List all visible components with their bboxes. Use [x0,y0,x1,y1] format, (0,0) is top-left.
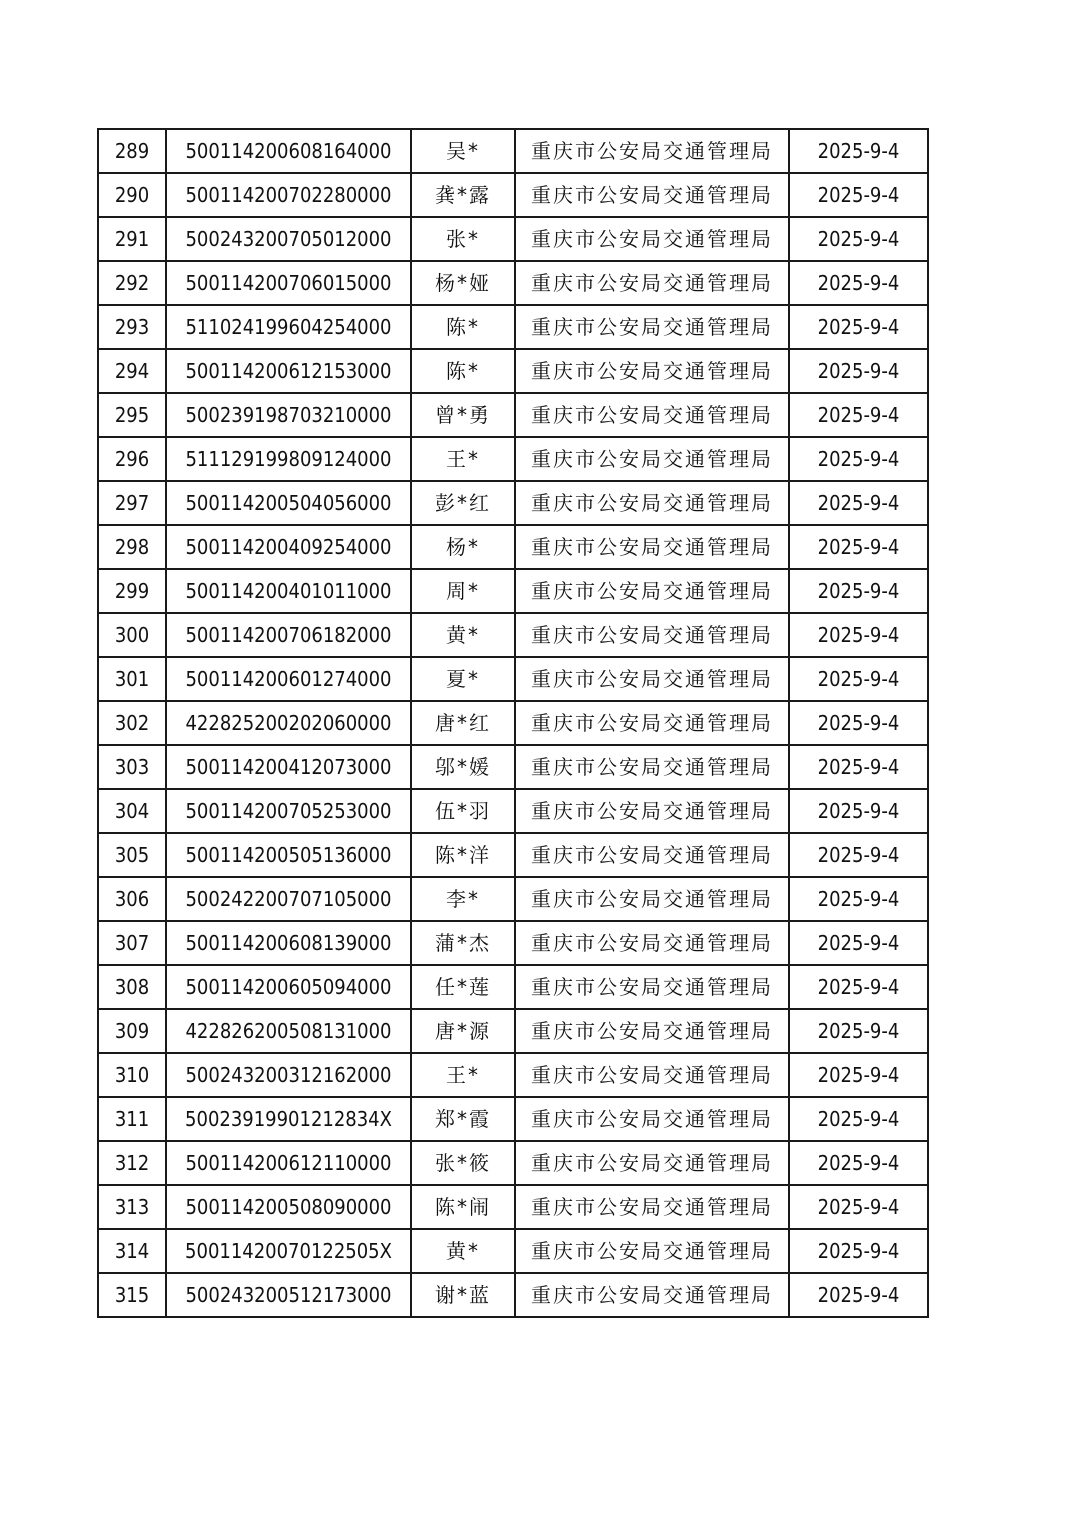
id-number-cell: 500114200705253000 [166,789,411,833]
table-row [98,525,928,569]
date-cell: 2025-9-4 [789,393,928,437]
person-name-cell: 王* [411,437,515,481]
id-number-cell: 500114200612153000 [166,349,411,393]
table-row [98,877,928,921]
row-number-cell: 313 [98,1185,166,1229]
organization-cell: 重庆市公安局交通管理局 [515,613,789,657]
table-row [98,349,928,393]
table-row [98,305,928,349]
person-name-cell: 杨* [411,525,515,569]
table-row [98,1053,928,1097]
date-cell: 2025-9-4 [789,657,928,701]
id-number-cell: 500114200702280000 [166,173,411,217]
row-number-cell: 292 [98,261,166,305]
id-number-cell: 500114200401011000 [166,569,411,613]
person-name-cell: 彭*红 [411,481,515,525]
organization-cell: 重庆市公安局交通管理局 [515,525,789,569]
id-number-cell: 500114200608164000 [166,129,411,173]
organization-cell: 重庆市公安局交通管理局 [515,1009,789,1053]
id-number-cell: 511024199604254000 [166,305,411,349]
person-name-cell: 陈* [411,305,515,349]
person-name-cell: 黄* [411,1229,515,1273]
row-number-cell: 303 [98,745,166,789]
date-cell: 2025-9-4 [789,701,928,745]
table-row [98,569,928,613]
organization-cell: 重庆市公安局交通管理局 [515,745,789,789]
date-cell: 2025-9-4 [789,349,928,393]
row-number-cell: 290 [98,173,166,217]
date-cell: 2025-9-4 [789,217,928,261]
organization-cell: 重庆市公安局交通管理局 [515,217,789,261]
date-cell: 2025-9-4 [789,877,928,921]
id-number-cell: 500114200706015000 [166,261,411,305]
id-number-cell: 500114200409254000 [166,525,411,569]
table-row [98,1141,928,1185]
date-cell: 2025-9-4 [789,1009,928,1053]
organization-cell: 重庆市公安局交通管理局 [515,569,789,613]
organization-cell: 重庆市公安局交通管理局 [515,481,789,525]
organization-cell: 重庆市公安局交通管理局 [515,1185,789,1229]
date-cell: 2025-9-4 [789,173,928,217]
row-number-cell: 293 [98,305,166,349]
person-name-cell: 周* [411,569,515,613]
row-number-cell: 304 [98,789,166,833]
person-name-cell: 吴* [411,129,515,173]
person-name-cell: 邬*媛 [411,745,515,789]
table-row [98,613,928,657]
table-row [98,481,928,525]
person-name-cell: 王* [411,1053,515,1097]
organization-cell: 重庆市公安局交通管理局 [515,1053,789,1097]
person-name-cell: 唐*源 [411,1009,515,1053]
person-name-cell: 黄* [411,613,515,657]
table-row [98,965,928,1009]
table-row [98,833,928,877]
organization-cell: 重庆市公安局交通管理局 [515,173,789,217]
organization-cell: 重庆市公安局交通管理局 [515,437,789,481]
row-number-cell: 305 [98,833,166,877]
date-cell: 2025-9-4 [789,921,928,965]
organization-cell: 重庆市公安局交通管理局 [515,657,789,701]
id-number-cell: 422825200202060000 [166,701,411,745]
date-cell: 2025-9-4 [789,833,928,877]
organization-cell: 重庆市公安局交通管理局 [515,1141,789,1185]
organization-cell: 重庆市公安局交通管理局 [515,1273,789,1317]
table-row [98,789,928,833]
date-cell: 2025-9-4 [789,1185,928,1229]
organization-cell: 重庆市公安局交通管理局 [515,1229,789,1273]
table-row [98,129,928,173]
id-number-cell: 500114200505136000 [166,833,411,877]
row-number-cell: 314 [98,1229,166,1273]
row-number-cell: 289 [98,129,166,173]
person-name-cell: 陈*洋 [411,833,515,877]
person-name-cell: 曾*勇 [411,393,515,437]
row-number-cell: 299 [98,569,166,613]
organization-cell: 重庆市公安局交通管理局 [515,965,789,1009]
row-number-cell: 294 [98,349,166,393]
organization-cell: 重庆市公安局交通管理局 [515,877,789,921]
row-number-cell: 308 [98,965,166,1009]
date-cell: 2025-9-4 [789,437,928,481]
person-name-cell: 李* [411,877,515,921]
person-name-cell: 任*莲 [411,965,515,1009]
date-cell: 2025-9-4 [789,965,928,1009]
date-cell: 2025-9-4 [789,789,928,833]
id-number-cell: 500243200312162000 [166,1053,411,1097]
row-number-cell: 302 [98,701,166,745]
table-row [98,745,928,789]
table-row [98,1097,928,1141]
id-number-cell: 500114200504056000 [166,481,411,525]
table-row [98,437,928,481]
row-number-cell: 310 [98,1053,166,1097]
id-number-cell: 50023919901212834X [166,1097,411,1141]
row-number-cell: 307 [98,921,166,965]
table-row [98,1185,928,1229]
date-cell: 2025-9-4 [789,569,928,613]
organization-cell: 重庆市公安局交通管理局 [515,789,789,833]
date-cell: 2025-9-4 [789,1141,928,1185]
person-name-cell: 张* [411,217,515,261]
id-number-cell: 422826200508131000 [166,1009,411,1053]
organization-cell: 重庆市公安局交通管理局 [515,921,789,965]
person-name-cell: 伍*羽 [411,789,515,833]
id-number-cell: 500114200706182000 [166,613,411,657]
person-name-cell: 杨*娅 [411,261,515,305]
row-number-cell: 291 [98,217,166,261]
id-number-cell: 511129199809124000 [166,437,411,481]
table-row [98,393,928,437]
table-row [98,701,928,745]
person-name-cell: 郑*霞 [411,1097,515,1141]
person-name-cell: 唐*红 [411,701,515,745]
person-name-cell: 蒲*杰 [411,921,515,965]
table-row [98,921,928,965]
organization-cell: 重庆市公安局交通管理局 [515,261,789,305]
row-number-cell: 309 [98,1009,166,1053]
row-number-cell: 300 [98,613,166,657]
date-cell: 2025-9-4 [789,1097,928,1141]
row-number-cell: 315 [98,1273,166,1317]
row-number-cell: 298 [98,525,166,569]
date-cell: 2025-9-4 [789,129,928,173]
person-name-cell: 陈* [411,349,515,393]
record-table [97,128,929,1318]
organization-cell: 重庆市公安局交通管理局 [515,701,789,745]
id-number-cell: 500114200412073000 [166,745,411,789]
row-number-cell: 312 [98,1141,166,1185]
person-name-cell: 夏* [411,657,515,701]
date-cell: 2025-9-4 [789,1053,928,1097]
organization-cell: 重庆市公安局交通管理局 [515,833,789,877]
id-number-cell: 500114200605094000 [166,965,411,1009]
date-cell: 2025-9-4 [789,481,928,525]
date-cell: 2025-9-4 [789,1229,928,1273]
organization-cell: 重庆市公安局交通管理局 [515,1097,789,1141]
date-cell: 2025-9-4 [789,261,928,305]
table-row [98,1229,928,1273]
table-row [98,657,928,701]
organization-cell: 重庆市公安局交通管理局 [515,129,789,173]
row-number-cell: 295 [98,393,166,437]
id-number-cell: 500243200705012000 [166,217,411,261]
date-cell: 2025-9-4 [789,745,928,789]
row-number-cell: 311 [98,1097,166,1141]
date-cell: 2025-9-4 [789,305,928,349]
row-number-cell: 296 [98,437,166,481]
table-body [98,129,928,1317]
person-name-cell: 谢*蓝 [411,1273,515,1317]
table-row [98,1009,928,1053]
id-number-cell: 50011420070122505X [166,1229,411,1273]
person-name-cell: 张*筱 [411,1141,515,1185]
id-number-cell: 500114200601274000 [166,657,411,701]
organization-cell: 重庆市公安局交通管理局 [515,305,789,349]
id-number-cell: 500114200508090000 [166,1185,411,1229]
date-cell: 2025-9-4 [789,613,928,657]
row-number-cell: 301 [98,657,166,701]
organization-cell: 重庆市公安局交通管理局 [515,393,789,437]
row-number-cell: 306 [98,877,166,921]
id-number-cell: 500243200512173000 [166,1273,411,1317]
id-number-cell: 500114200612110000 [166,1141,411,1185]
table-row [98,261,928,305]
id-number-cell: 500114200608139000 [166,921,411,965]
person-name-cell: 陈*闹 [411,1185,515,1229]
table-row [98,1273,928,1317]
date-cell: 2025-9-4 [789,525,928,569]
person-name-cell: 龚*露 [411,173,515,217]
organization-cell: 重庆市公安局交通管理局 [515,349,789,393]
table-row [98,217,928,261]
table-row [98,173,928,217]
id-number-cell: 500239198703210000 [166,393,411,437]
row-number-cell: 297 [98,481,166,525]
date-cell: 2025-9-4 [789,1273,928,1317]
id-number-cell: 500242200707105000 [166,877,411,921]
